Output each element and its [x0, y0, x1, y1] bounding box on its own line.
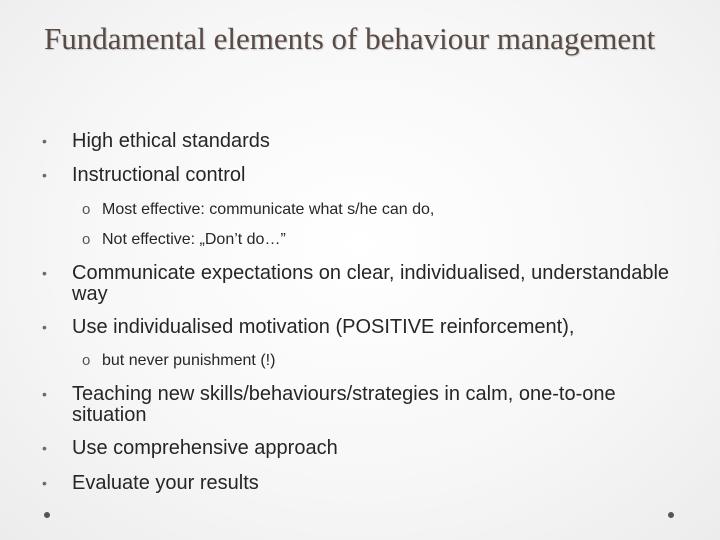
sub-bullet-text: Not effective: „Don’t do…” [102, 231, 286, 248]
bullet-marker: • [42, 319, 47, 335]
slide-title: Fundamental elements of behaviour management [44, 21, 656, 56]
decorative-dot-left [44, 512, 50, 518]
decorative-dot-right [668, 512, 674, 518]
sub-bullet-text: Most effective: communicate what s/he can do, [102, 201, 435, 218]
bullet-text: Teaching new skills/behaviours/strategies in calm, one-to-one situation [72, 383, 616, 426]
bullet-marker: • [42, 386, 47, 402]
sub-bullet-marker: o [82, 352, 91, 369]
bullet-marker: • [42, 475, 47, 491]
bullet-text: Evaluate your results [72, 472, 259, 494]
sub-bullet-text: but never punishment (!) [102, 352, 276, 369]
sub-bullet-marker: o [82, 201, 91, 218]
bullet-text: Use individualised motivation (POSITIVE reinforcement), [72, 316, 575, 338]
bullet-marker: • [42, 133, 47, 149]
sub-bullet-marker: o [82, 231, 91, 248]
bullet-marker: • [42, 167, 47, 183]
bullet-text: Communicate expectations on clear, individualised, understandable way [72, 262, 670, 305]
bullet-text: High ethical standards [72, 130, 270, 152]
bullet-text: Use comprehensive approach [72, 437, 338, 459]
bullet-marker: • [42, 265, 47, 281]
bullet-marker: • [42, 440, 47, 456]
bullet-text: Instructional control [72, 164, 246, 186]
